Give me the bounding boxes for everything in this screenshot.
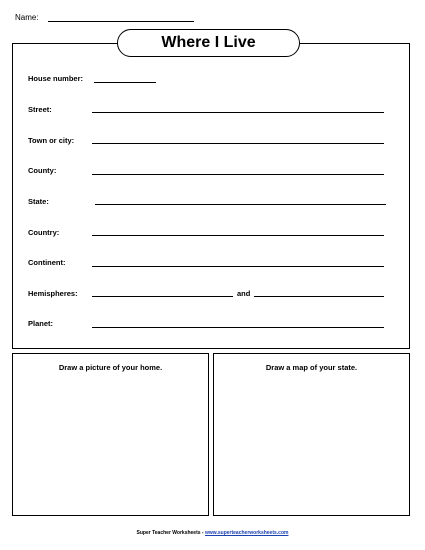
home-drawing-caption: Draw a picture of your home. xyxy=(58,363,163,372)
street-label: Street: xyxy=(28,105,52,114)
state-map-caption: Draw a map of your state. xyxy=(265,363,358,372)
county-line[interactable] xyxy=(92,174,384,175)
name-line[interactable] xyxy=(48,21,194,22)
county-label: County: xyxy=(28,166,57,175)
continent-label: Continent: xyxy=(28,258,66,267)
name-label: Name: xyxy=(15,13,39,22)
hemisphere-1-line[interactable] xyxy=(92,296,233,297)
footer-separator: - xyxy=(200,530,205,536)
hemisphere-2-line[interactable] xyxy=(254,296,384,297)
footer-brand: Super Teacher Worksheets xyxy=(136,530,201,536)
planet-line[interactable] xyxy=(92,327,384,328)
continent-line[interactable] xyxy=(92,266,384,267)
planet-label: Planet: xyxy=(28,319,54,328)
hemispheres-label: Hemispheres: xyxy=(28,289,78,298)
street-line[interactable] xyxy=(92,112,384,113)
home-drawing-box[interactable] xyxy=(12,353,209,516)
footer xyxy=(0,530,425,536)
state-label: State: xyxy=(28,197,49,206)
country-line[interactable] xyxy=(92,235,384,236)
page-title: Where I Live xyxy=(161,34,256,51)
house-number-label: House number: xyxy=(28,74,84,83)
town-label: Town or city: xyxy=(28,136,75,145)
and-label: and xyxy=(237,289,251,298)
main-form-box xyxy=(12,43,410,349)
town-line[interactable] xyxy=(92,143,384,144)
title-banner xyxy=(117,29,300,57)
state-line[interactable] xyxy=(95,204,386,205)
country-label: Country: xyxy=(28,228,60,237)
house-number-line[interactable] xyxy=(94,82,156,83)
state-map-box[interactable] xyxy=(213,353,410,516)
footer-url-link[interactable]: www.superteacherworksheets.com xyxy=(205,530,289,536)
